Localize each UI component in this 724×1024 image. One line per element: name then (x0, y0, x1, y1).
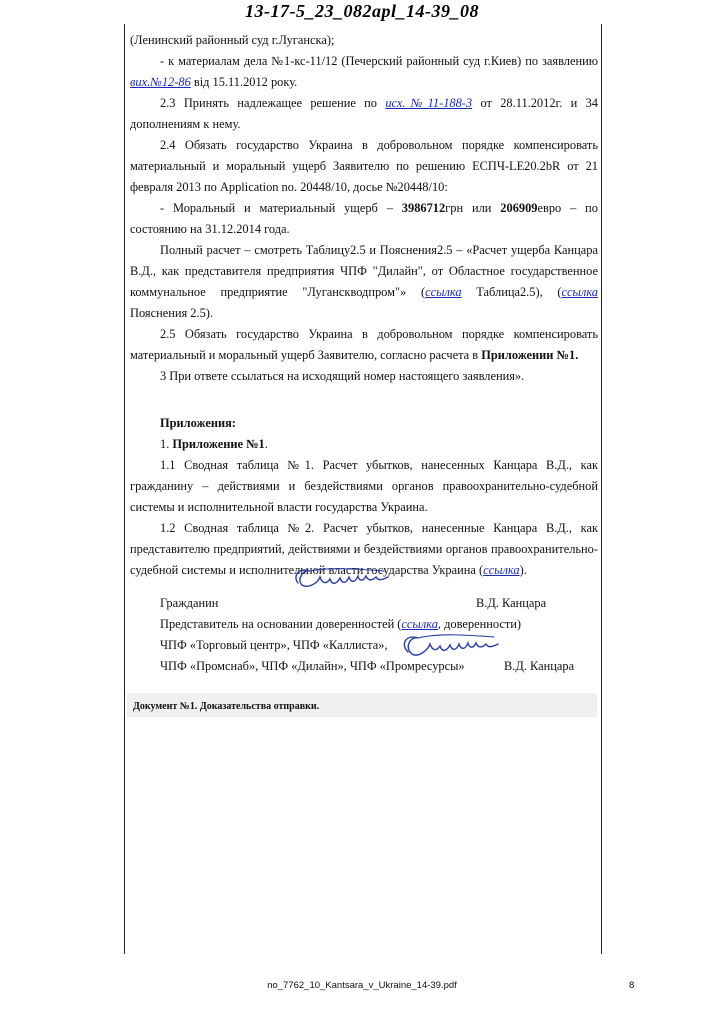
damage-amount-uah: 3986712 (401, 201, 446, 215)
companies-line-2-text: ЧПФ «Промснаб», ЧПФ «Дилайн», ЧПФ «Промресурсы» (160, 659, 465, 673)
rep-text-after: , доверенности) (437, 617, 522, 631)
pdf-filename: no_7762_10_Kantsara_v_Ukraine_14-39.pdf (267, 980, 457, 991)
calc-text-1: Полный расчет – смотреть Таблицу2.5 и Пояснения2.5 – «Расчет ущерба Канцара В.Д., как представителя предприятия ЧПФ "Дилайн", от Областное государственное коммунальное предприятие "Луганскводпром"» ( (130, 243, 598, 299)
right-page-border (601, 24, 602, 954)
full-calculation-paragraph (130, 240, 598, 324)
paragraph-2-3 (130, 93, 598, 135)
damage-text-3: евро – по состоянию на 31.12.2014 года. (130, 201, 598, 236)
citizen-name: В.Д. Канцара (476, 596, 547, 610)
paragraph-3: 3 При ответе ссылаться на исходящий номер настоящего заявления». (160, 369, 525, 383)
table-2-5-link[interactable]: ссылка (425, 285, 462, 299)
attachment-1-end: . (264, 437, 268, 451)
att12-link[interactable]: ссылка (483, 563, 520, 577)
p23-text-after: от 28.11.2012г. и 34 дополнениям к нему. (130, 96, 598, 131)
case-outgoing-link[interactable]: вих.№12-86 (130, 75, 191, 89)
damage-amount-paragraph (130, 198, 598, 240)
p23-outgoing-link[interactable]: исх.№11-188-3 (385, 96, 473, 110)
left-page-border (124, 24, 125, 954)
representative-name: В.Д. Канцара (504, 659, 575, 673)
calc-text-3: Пояснения 2.5). (130, 306, 214, 320)
attachments-heading-text: Приложения: (160, 416, 236, 430)
power-of-attorney-link[interactable]: ссылка (401, 617, 438, 631)
damage-amount-eur: 206909 (500, 201, 538, 215)
companies-line-1: ЧПФ «Торговый центр», ЧПФ «Каллиста», (160, 638, 388, 652)
att12-text-after: ). (519, 563, 527, 577)
damage-text-1: - Моральный и материальный ущерб – (160, 201, 402, 215)
citizen-signature-row (130, 593, 598, 614)
case-materials-paragraph (130, 51, 598, 93)
document-body (130, 30, 598, 677)
document-note: Документ №1. Доказательства отправки. (133, 701, 320, 712)
court-line: (Ленинский районный суд г.Луганска); (130, 33, 335, 47)
case-text-after: від 15.11.2012 року. (190, 75, 298, 89)
explanation-2-5-link[interactable]: ссылка (561, 285, 599, 299)
p25-appendix-ref: Приложении №1. (481, 348, 579, 362)
rep-text-before: Представитель на основании доверенностей ( (160, 617, 402, 631)
case-text-before: - к материалам дела №1-кс-11/12 (Печерский районный суд г.Киев) по заявлению (160, 54, 598, 68)
page-number: 8 (629, 980, 635, 991)
document-header-title: 13-17-5_23_082apl_14-39_08 (245, 1, 479, 21)
companies-line-2 (130, 656, 598, 677)
attachment-1-number: 1. (160, 437, 173, 451)
attachment-1-title: Приложение №1 (172, 437, 265, 451)
representative-line (130, 614, 598, 635)
spacer (130, 387, 598, 413)
att12-text-before: 1.2 Сводная таблица №2. Расчет убытков, нанесенные Канцара В.Д., как представителю предприятий, действиями и бездействиями органов правоохранительно-судебной системы и исполнительной власти государства Украина ( (130, 521, 598, 577)
paragraph-2-5 (130, 324, 598, 366)
attachment-1-1: 1.1 Сводная таблица №1. Расчет убытков, нанесенных Канцара В.Д., как гражданину – действиями и бездействиями органов правоохранительно-судебной системы и исполнительной власти государства Украина. (130, 458, 598, 514)
calc-text-2: Таблица2.5), ( (461, 285, 562, 299)
p25-text: 2.5 Обязать государство Украина в добровольном порядке компенсировать материальный и моральный ущерб Заявителю, согласно расчета в (130, 327, 598, 362)
p23-text-before: 2.3 Принять надлежащее решение по (160, 96, 386, 110)
citizen-label: Гражданин (160, 596, 219, 610)
attachment-1-2 (130, 518, 598, 581)
damage-text-2: грн или (445, 201, 501, 215)
attachment-1 (130, 434, 598, 455)
paragraph-2-4: 2.4 Обязать государство Украина в добровольном порядке компенсировать материальный и моральный ущерб Заявителю по решению ЕСПЧ-LE20.2bR от 21 февраля 2013 по Application no. 20448/10, досье №20448/10: (130, 138, 598, 194)
attachments-heading (130, 413, 598, 434)
